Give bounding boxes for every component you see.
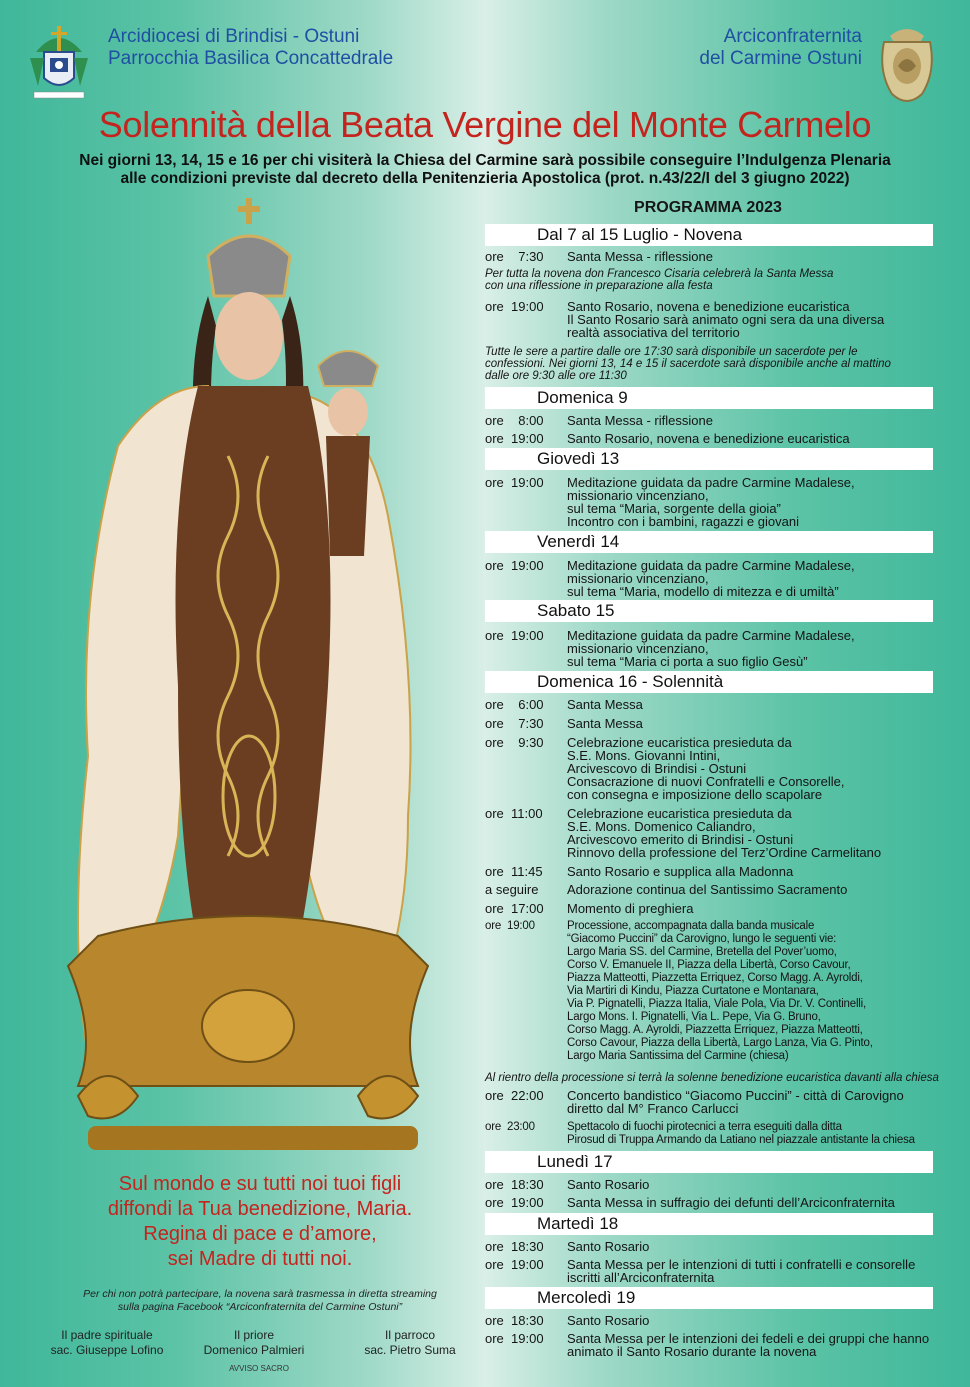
day-label: Dal 7 al 15 Luglio - Novena <box>537 225 743 244</box>
day-header <box>485 531 933 553</box>
event: Santa Messa in suffragio dei defunti dell’Arciconfraternita <box>567 1195 895 1210</box>
avviso-sacro-label: AVVISO SACRO <box>229 1364 289 1373</box>
event: Santa Messa per le intenzioni di tutti i confratelli e consorelle iscritti all’Arciconfraternita <box>567 1257 916 1285</box>
diocese-coat-of-arms-icon <box>26 22 92 104</box>
event: Santo Rosario <box>567 1313 650 1328</box>
day-header <box>485 1151 933 1173</box>
time: ore 7:30 <box>485 716 544 731</box>
event: Spettacolo di fuochi pirotecnici a terra eseguiti dalla ditta Pirosud di Truppa Armando da Latiano nel piazzale antistante la chiesa <box>567 1121 915 1146</box>
prayer-line: diffondi la Tua benedizione, Maria. <box>107 1198 413 1220</box>
event: Santa Messa - riflessione <box>567 413 713 428</box>
signature-name: Domenico Palmieri <box>203 1343 305 1357</box>
confraternity-header <box>660 26 862 70</box>
day-header <box>485 387 933 409</box>
time: ore 19:00 <box>485 299 544 314</box>
day-label: Venerdì 14 <box>537 532 620 551</box>
event: Adorazione continua del Santissimo Sacramento <box>567 882 848 897</box>
madonna-del-carmine-statue-icon <box>58 196 446 1160</box>
day-label: Martedì 18 <box>537 1214 619 1233</box>
event: Santo Rosario e supplica alla Madonna <box>567 864 794 879</box>
stream-line-2: sulla pagina Facebook “Arciconfraternita del Carmine Ostuni” <box>117 1301 403 1313</box>
event: Santa Messa per le intenzioni dei fedeli e dei gruppi che hanno animato il Santo Rosario durante la novena <box>567 1331 930 1359</box>
streaming-notice <box>40 1288 480 1314</box>
novena-note: Per tutta la novena don Francesco Cisaria celebrerà la Santa Messa con una riflessione in preparazione alla festa <box>485 268 834 292</box>
event: Momento di preghiera <box>567 901 694 916</box>
day-label: Domenica 9 <box>537 388 628 407</box>
event: Santa Messa <box>567 697 643 712</box>
event: Processione, accompagnata dalla banda musicale “Giacomo Puccini” da Carovigno, lungo le seguenti vie: Largo Maria SS. del Carmine, Bretella del Pover’uomo, Corso V. Emanuele II, Piazza della Libertà, Corso Cavour, Piazza Matteotti, Piazzetta Erriquez, Corso Magg. A. Ayroldi, Via Martiri di Kindu, Piazza Curtatone e Montanara, Via P. Pignatelli, Piazza Italia, Viale Pola, Via Dr. V. Continelli, Largo Mons. I. Pignatelli, Via L. Pepe, Via G. Bruno, Corso Magg. A. Ayroldi, Piazzetta Erriquez, Piazza Matteotti, Corso Cavour, Piazza della Libertà, Largo Lanza, Via G. Pinto, Largo Maria Santissima del Carmine (chiesa) <box>567 920 873 1062</box>
time: ore 19:00 <box>485 558 544 573</box>
event: Meditazione guidata da padre Carmine Madalese, missionario vincenziano, sul tema “Maria, sorgente della gioia” Incontro con i bambini, ragazzi e giovani <box>567 475 855 529</box>
stream-line-1: Per chi non potrà partecipare, la novena sarà trasmessa in diretta streaming <box>83 1288 437 1300</box>
time: ore 8:00 <box>485 413 544 428</box>
signature-role: Il priore <box>233 1328 274 1342</box>
time: ore 19:00 <box>485 431 544 446</box>
prayer-line: sei Madre di tutti noi. <box>167 1248 353 1270</box>
page-title: Solennità della Beata Vergine del Monte Carmelo <box>98 104 872 145</box>
time: ore 11:00 <box>485 806 543 821</box>
time: ore 19:00 <box>485 475 544 490</box>
time: ore 22:00 <box>485 1088 544 1103</box>
time: ore 17:00 <box>485 901 544 916</box>
time: ore 19:00 <box>485 920 535 932</box>
day-label: Domenica 16 - Solennità <box>537 672 724 691</box>
day-header <box>485 224 933 246</box>
prayer-line: Sul mondo e su tutti noi tuoi figli <box>118 1173 402 1195</box>
day-label: Sabato 15 <box>537 601 615 620</box>
time: ore 19:00 <box>485 628 544 643</box>
event: Santo Rosario <box>567 1177 650 1192</box>
day-header <box>485 1213 933 1235</box>
signature-spiritual-father <box>42 1328 172 1358</box>
day-header <box>485 448 933 470</box>
day-header <box>485 600 933 622</box>
signature-role: Il parroco <box>384 1328 436 1342</box>
time: ore 23:00 <box>485 1121 535 1133</box>
time: ore 19:00 <box>485 1331 544 1346</box>
intro-line-2: alle condizioni previste dal decreto della Penitenzieria Apostolica (prot. n.43/22/I del 3 giugno 2022) <box>120 170 850 187</box>
time: ore 18:30 <box>485 1313 544 1328</box>
event: Meditazione guidata da padre Carmine Madalese, missionario vincenziano, sul tema “Maria ci porta a suo figlio Gesù” <box>567 628 855 669</box>
diocese-header <box>108 26 393 70</box>
day-header <box>485 671 933 693</box>
day-header <box>485 1287 933 1309</box>
diocese-name: Arcidiocesi di Brindisi - Ostuni <box>108 26 360 47</box>
day-label: Lunedì 17 <box>537 1152 613 1171</box>
signature-prior <box>194 1328 314 1358</box>
signature-role: Il padre spirituale <box>61 1328 153 1342</box>
event: Santa Messa <box>567 716 643 731</box>
prayer-line: Regina di pace e d’amore, <box>143 1223 377 1245</box>
signature-name: sac. Giuseppe Lofino <box>50 1343 164 1357</box>
signature-parish-priest <box>350 1328 470 1358</box>
time: a seguire <box>485 882 539 897</box>
time: ore 7:30 <box>485 249 544 264</box>
confraternity-name-2: del Carmine Ostuni <box>699 48 862 69</box>
event: Santo Rosario, novena e benedizione eucaristica <box>567 431 850 446</box>
intro-line-1: Nei giorni 13, 14, 15 e 16 per chi visiterà la Chiesa del Carmine sarà possibile conseguire l’Indulgenza Plenaria <box>79 152 891 169</box>
confraternity-crest-icon <box>876 22 938 106</box>
confession-note: Tutte le sere a partire dalle ore 17:30 sarà disponibile un sacerdote per le confessioni. Nei giorni 13, 14 e 15 il sacerdote sarà disponibile anche al mattino dalle ore 9:30 alle ore 11:30 <box>485 346 891 382</box>
program-title: PROGRAMMA 2023 <box>634 199 782 216</box>
time: ore 19:00 <box>485 1195 544 1210</box>
time: ore 11:45 <box>485 864 543 879</box>
event: Celebrazione eucaristica presieduta da S.E. Mons. Domenico Caliandro, Arcivescovo emerito di Brindisi - Ostuni Rinnovo della professione del Terz’Ordine Carmelitano <box>567 806 882 860</box>
signature-name: sac. Pietro Suma <box>364 1343 456 1357</box>
time: ore 18:30 <box>485 1177 544 1192</box>
event: Celebrazione eucaristica presieduta da S.E. Mons. Giovanni Intini, Arcivescovo di Brindisi - Ostuni Consacrazione di nuovi Confratelli e Consorelle, con consegna e imposizione dello scapolare <box>567 735 845 802</box>
time: ore 6:00 <box>485 697 544 712</box>
time: ore 19:00 <box>485 1257 544 1272</box>
event: Santo Rosario <box>567 1239 650 1254</box>
time: ore 18:30 <box>485 1239 544 1254</box>
day-label: Giovedì 13 <box>537 449 620 468</box>
parish-name: Parrocchia Basilica Concattedrale <box>108 48 394 69</box>
event: Concerto bandistico “Giacomo Puccini” - città di Carovigno diretto dal M° Franco Carlucci <box>567 1088 904 1116</box>
event: Santa Messa - riflessione <box>567 249 713 264</box>
prayer-text <box>60 1172 460 1272</box>
event: Santo Rosario, novena e benedizione eucaristica Il Santo Rosario sarà animato ogni sera da una diversa realtà associativa del territorio <box>567 299 885 340</box>
confraternity-name-1: Arciconfraternita <box>723 26 862 47</box>
event: Meditazione guidata da padre Carmine Madalese, missionario vincenziano, sul tema “Maria, modello di mitezza e di umiltà” <box>567 558 855 599</box>
day-label: Mercoledì 19 <box>537 1288 636 1307</box>
procession-note: Al rientro della processione si terrà la solenne benedizione eucaristica davanti alla chiesa <box>485 1072 939 1084</box>
indulgence-notice <box>40 152 930 188</box>
time: ore 9:30 <box>485 735 544 750</box>
